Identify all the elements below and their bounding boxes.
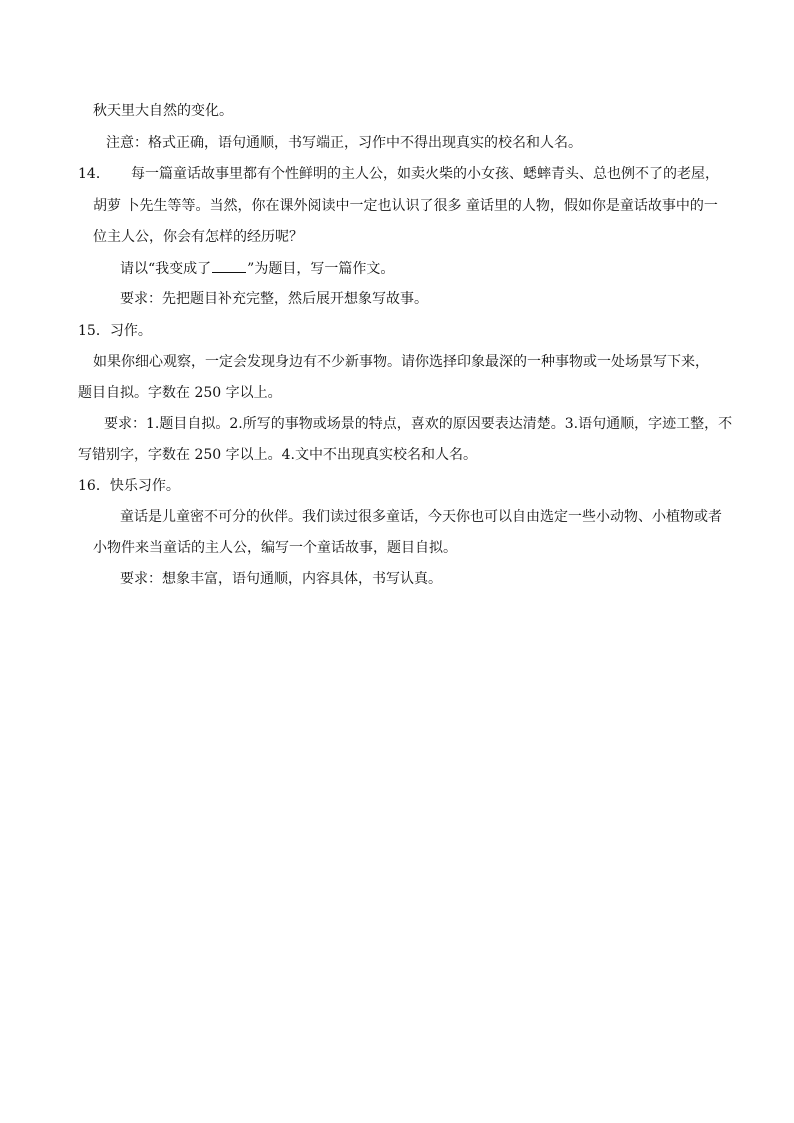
question-14-line-2: 胡萝 卜先生等等。当然，你在课外阅读中一定也认识了很多 童话里的人物，假如你是童话故事中的一: [93, 198, 718, 214]
question-16-heading: 16．快乐习作。: [78, 478, 180, 494]
question-15-heading: 15．习作。: [78, 323, 152, 339]
question-16-requirement: 要求：想象丰富，语句通顺，内容具体，书写认真。: [120, 571, 442, 587]
prompt-before-text: 请以“我变成了: [120, 261, 212, 277]
question-14-number: 14．: [78, 166, 110, 182]
question-15-line-2: 题目自拟。字数在 250 字以上。: [78, 385, 282, 401]
question-15-requirement-2: 写错别字，字数在 250 字以上。4.文中不出现真实校名和人名。: [78, 447, 477, 463]
question-16-line-2: 小物件来当童话的主人公，编写一个童话故事，题目自拟。: [93, 540, 457, 556]
question-14-prompt: [120, 258, 394, 279]
fill-in-blank: [212, 258, 246, 273]
question-14-line-1: 每一篇童话故事里都有个性鲜明的主人公，如卖火柴的小女孩、蟋蟀青头、总也例不了的老屋，: [131, 166, 719, 182]
question-16-line-1: 童话是儿童密不可分的伙伴。我们读过很多童话，今天你也可以自由选定一些小动物、小植物或者: [120, 509, 722, 525]
prompt-after-text: ”为题目，写一篇作文。: [247, 261, 395, 277]
question-14-line-3: 位主人公，你会有怎样的经历呢？: [93, 229, 303, 245]
question-15-requirement-1: 要求：1.题目自拟。2.所写的事物或场景的特点，喜欢的原因要表达清楚。3.语句通顺，字迹工整，不: [104, 416, 733, 432]
question-14-requirement: 要求：先把题目补充完整，然后展开想象写故事。: [120, 291, 428, 307]
continuation-line: 秋天里大自然的变化。: [93, 103, 233, 119]
question-15-line-1: 如果你细心观察，一定会发现身边有不少新事物。请你选择印象最深的一种事物或一处场景写下来，: [93, 354, 709, 370]
note-line: 注意：格式正确，语句通顺，书写端正，习作中不得出现真实的校名和人名。: [106, 135, 582, 151]
